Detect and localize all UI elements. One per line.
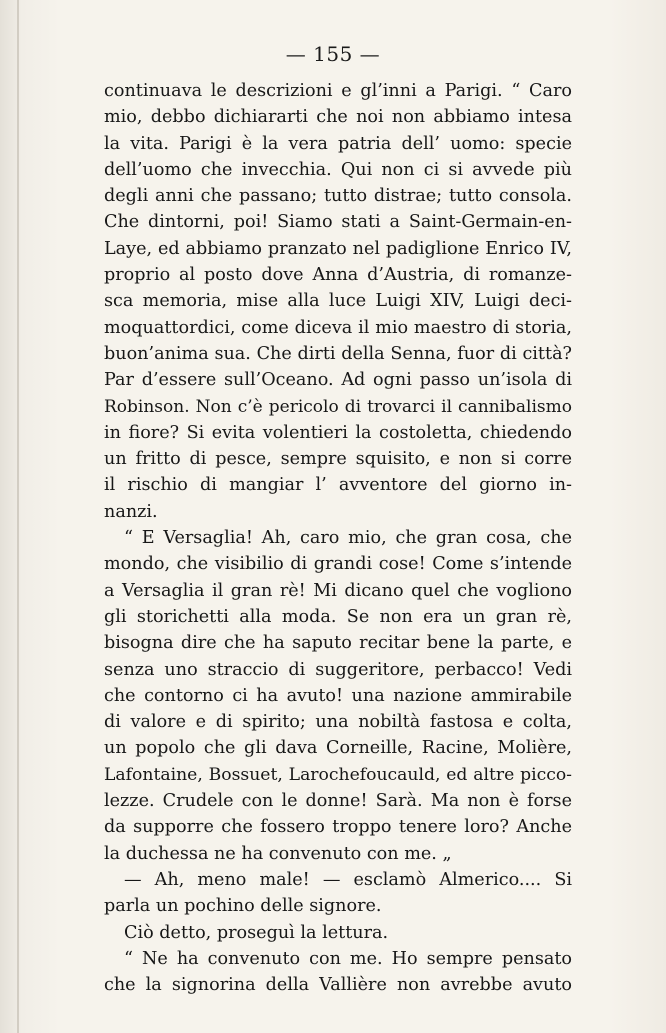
text-line: Laye, ed abbiamo pranzato nel padiglione Enrico IV, [104,238,572,259]
text-line: un fritto di pesce, sempre squisito, e non si corre [104,449,572,470]
text-line: degli anni che passano; tutto distrae; tutto consola. [104,186,572,207]
text-line: dell’uomo che invecchia. Qui non ci si avvede più [104,159,572,180]
text-line: un popolo che gli dava Corneille, Racine, Molière, [104,738,572,759]
text-line: nanzi. [104,501,158,522]
text-line: parla un pochino delle signore. [104,896,382,917]
text-line: Lafontaine, Bossuet, Larochefoucauld, ed altre picco- [104,764,572,785]
text-line: — Ah, meno male! — esclamò Almerico.... Si [124,869,572,890]
text-line: buon’anima sua. Che dirti della Senna, fuor di città? [104,343,572,364]
text-line: gli storichetti alla moda. Se non era un gran rè, [104,606,572,627]
text-line: mio, debbo dichiararti che noi non abbiamo intesa [104,107,572,128]
text-line: sca memoria, mise alla luce Luigi XIV, Luigi deci- [104,291,572,312]
text-line: a Versaglia il gran rè! Mi dicano quel che vogliono [104,580,572,601]
text-line: bisogna dire che ha saputo recitar bene la parte, e [104,633,572,654]
text-line: proprio al posto dove Anna d’Austria, di romanze- [104,265,572,286]
text-line: lezze. Crudele con le donne! Sarà. Ma non è forse [104,791,572,812]
text-line: Robinson. Non c’è pericolo di trovarci il cannibalismo [104,396,572,417]
text-line: Che dintorni, poi! Siamo stati a Saint-Germain-en- [104,212,572,233]
text-line: da supporre che fossero troppo tenere loro? Anche [104,817,572,838]
text-line: senza uno straccio di suggeritore, perbacco! Vedi [104,659,572,680]
text-line: continuava le descrizioni e gl’inni a Parigi. “ Caro [104,81,572,101]
text-line: Par d’essere sull’Oceano. Ad ogni passo un’isola di [104,370,572,391]
text-line: che contorno ci ha avuto! una nazione ammirabile [104,685,572,706]
text-line: Ciò detto, proseguì la lettura. [124,922,389,943]
text-line: che la signorina della Vallière non avrebbe avuto [104,975,572,996]
text-line: mondo, che visibilio di grandi cose! Come s’intende [104,554,572,575]
body-text [104,78,572,998]
text-line: la vita. Parigi è la vera patria dell’ uomo: specie [104,133,572,154]
page-edge-shadow [17,0,19,1033]
text-line: moquattordici, come diceva il mio maestro di storia, [104,317,572,338]
text-line: “ E Versaglia! Ah, caro mio, che gran cosa, che [124,528,572,549]
text-line: la duchessa ne ha convenuto con me. „ [104,843,452,864]
text-line: di valore e di spirito; una nobiltà fastosa e colta, [104,712,572,733]
text-line: il rischio di mangiar l’ avventore del giorno in- [104,475,572,496]
text-line: in fiore? Si evita volentieri la costoletta, chiedendo [104,422,572,443]
page-number: — 155 — [285,42,381,66]
text-line: “ Ne ha convenuto con me. Ho sempre pensato [124,948,572,969]
